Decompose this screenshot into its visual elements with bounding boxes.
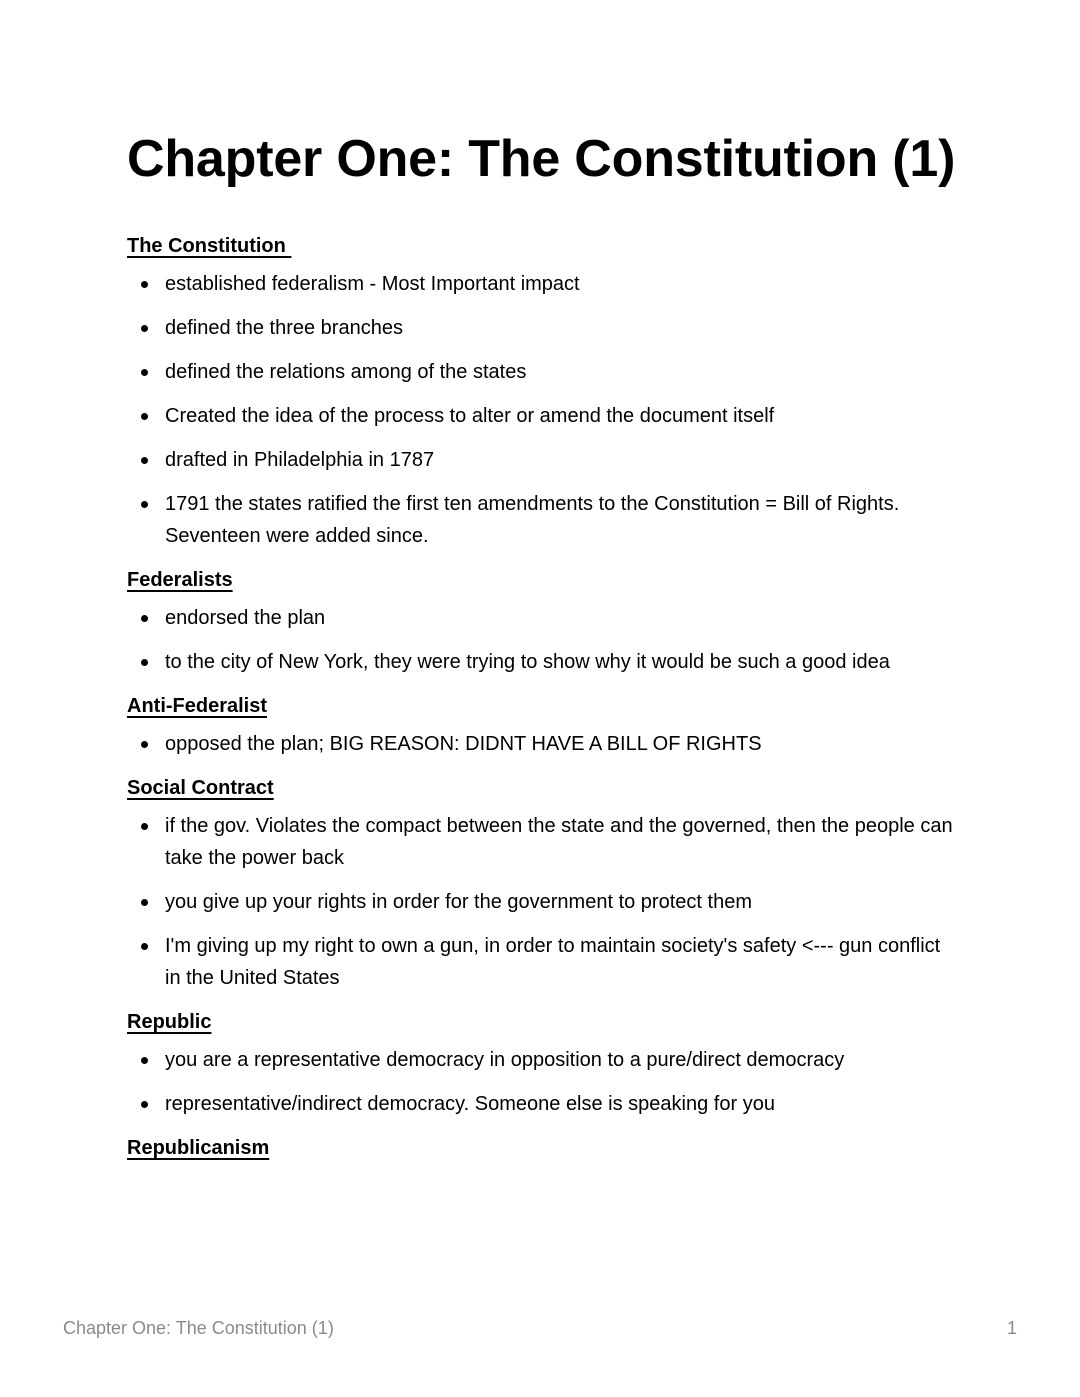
bullet-icon — [141, 823, 148, 830]
bullet-list — [127, 268, 957, 552]
section-republic — [127, 1006, 957, 1120]
document-page — [127, 126, 957, 1170]
bullet-icon — [141, 1101, 148, 1108]
bullet-icon — [141, 413, 148, 420]
bullet-list — [127, 728, 957, 760]
list-item: 1791 the states ratified the first ten amendments to the Constitution = Bill of Rights. Seventeen were added since. — [127, 488, 957, 552]
bullet-icon — [141, 325, 148, 332]
list-item: defined the relations among of the states — [127, 356, 957, 388]
section-anti-federalist — [127, 690, 957, 760]
bullet-icon — [141, 615, 148, 622]
bullet-icon — [141, 369, 148, 376]
page-footer — [63, 1318, 1017, 1339]
list-item: to the city of New York, they were trying to show why it would be such a good idea — [127, 646, 957, 678]
list-item: endorsed the plan — [127, 602, 957, 634]
section-heading: The Constitution — [127, 235, 292, 257]
list-item: if the gov. Violates the compact between the state and the governed, then the people can take the power back — [127, 810, 957, 874]
bullet-list — [127, 1044, 957, 1120]
page-number: 1 — [1006, 1318, 1017, 1338]
list-item: opposed the plan; BIG REASON: DIDNT HAVE A BILL OF RIGHTS — [127, 728, 957, 760]
bullet-icon — [141, 457, 148, 464]
section-heading: Social Contract — [127, 777, 274, 799]
section-heading: Anti-Federalist — [127, 695, 268, 717]
bullet-icon — [141, 1057, 148, 1064]
section-the-constitution — [127, 230, 957, 552]
section-federalists — [127, 564, 957, 678]
bullet-icon — [141, 281, 148, 288]
section-social-contract — [127, 772, 957, 994]
bullet-icon — [141, 659, 148, 666]
list-item: established federalism - Most Important impact — [127, 268, 957, 300]
list-item: you are a representative democracy in opposition to a pure/direct democracy — [127, 1044, 957, 1076]
footer-title: Chapter One: The Constitution (1) — [63, 1318, 334, 1338]
list-item: defined the three branches — [127, 312, 957, 344]
section-republicanism — [127, 1132, 957, 1164]
section-heading: Republic — [127, 1011, 212, 1033]
bullet-icon — [141, 741, 148, 748]
bullet-list — [127, 810, 957, 994]
list-item: drafted in Philadelphia in 1787 — [127, 444, 957, 476]
list-item: representative/indirect democracy. Someone else is speaking for you — [127, 1088, 957, 1120]
bullet-list — [127, 602, 957, 678]
bullet-icon — [141, 899, 148, 906]
bullet-icon — [141, 501, 148, 508]
bullet-icon — [141, 943, 148, 950]
list-item: you give up your rights in order for the government to protect them — [127, 886, 957, 918]
section-heading: Federalists — [127, 569, 233, 591]
section-heading: Republicanism — [127, 1137, 270, 1159]
page-title: Chapter One: The Constitution (1) — [127, 130, 956, 188]
list-item: I'm giving up my right to own a gun, in order to maintain society's safety <--- gun conflict in the United States — [127, 930, 957, 994]
list-item: Created the idea of the process to alter or amend the document itself — [127, 400, 957, 432]
